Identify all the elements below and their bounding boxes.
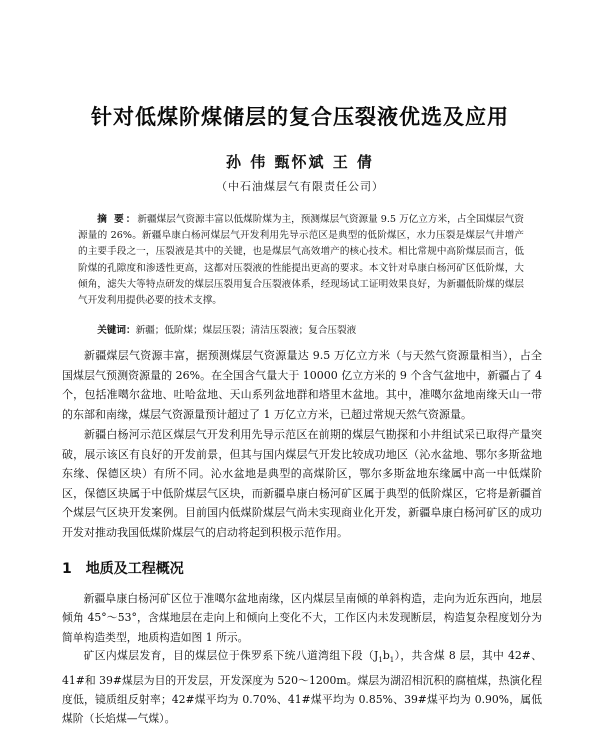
author-affiliation: （中石油煤层气有限责任公司） <box>216 180 384 193</box>
intro-paragraph-1: 新疆煤层气资源丰富，据预测煤层气资源量达 9.5 万亿立方米（与天然气资源量相当），占全国煤层气预测资源量的 26%。在全国含气量大于 10000 亿立方米的 9 个含气盆地中，新疆占了 4 个，包括准噶尔盆地、吐哈盆地、天山系列盆地群和塔里木盆地。其中，准噶尔盆地南缘天山一带的东部和南缘，煤层气资源量预计超过了 1 万亿立方米，已超过常规天然气资源量。 <box>62 349 542 421</box>
section-paragraph-1: 新疆阜康白杨河矿区位于准噶尔盆地南缘，区内煤层呈南倾的单斜构造，走向为近东西向，地层倾角 45°～53°，含煤地层在走向上和倾向上变化不大，工作区内未发现断层，构造复杂程度划分为简单构造类型，地质构造如图 1 所示。 <box>62 592 542 644</box>
section-number: 1 <box>62 561 72 577</box>
section-heading <box>62 558 184 578</box>
abstract-text: 新疆煤层气资源丰富以低煤阶煤为主，预测煤层气资源量 9.5 万亿立方米，占全国煤层气资源量的 26%。新疆阜康白杨河煤层气开发利用先导示范区是典型的低阶煤区，水力压裂是煤层气井增产的主要手段之一，压裂液是其中的关键，也是煤层气高效增产的核心技术。相比常规中高阶煤层而言，低阶煤的孔隙度和渗透性更高，这都对压裂液的性能提出更高的要求。本文针对阜康白杨河矿区低阶煤，大倾角，滤失大等特点研发的煤层压裂用复合压裂液体系，经现场试工证明效果良好，为新疆低阶煤的煤层气开发利用提供必要的技术支撑。 <box>78 214 525 307</box>
abstract-label: 摘 要： <box>97 214 138 225</box>
keywords-text: 新疆；低阶煤；煤层压裂；清洁压裂液；复合压裂液 <box>135 325 357 336</box>
section-paragraph-2-part-a: 矿区内煤层发育，目的煤层位于侏罗系下统八道湾组下段（J <box>83 649 379 662</box>
keywords-block <box>78 323 524 339</box>
abstract-block <box>78 212 524 309</box>
section-paragraph-2 <box>62 646 542 729</box>
section-title: 地质及工程概况 <box>85 561 184 577</box>
section-paragraph-2-part-b: b <box>382 649 390 662</box>
section-paragraph-2-part-c: ），共含煤 8 层，其中 42#、41#和 39#煤层为目的开发层，开发深度为 520～1200m。煤层为湖沼相沉积的腐植煤，热演化程度低，镜质组反射率；42#煤平均为 0.70%、41#煤平均为 0.85%、39#煤平均为 0.90%，属低煤阶（长焰煤—气煤）。 <box>62 649 542 726</box>
subscript-1: 1 <box>378 656 383 665</box>
paper-title: 针对低煤阶煤储层的复合压裂液优选及应用 <box>91 105 509 129</box>
keywords-label: 关键词： <box>97 325 136 336</box>
author-list: 孙 伟 甄怀斌 王 倩 <box>226 153 374 171</box>
subscript-2: 1 <box>389 656 395 665</box>
intro-paragraph-2: 新疆白杨河示范区煤层气开发利用先导示范区在前期的煤层气勘探和小井组试采已取得产量突破，展示该区有良好的开发前景，但其与国内煤层气开发比较成功地区（沁水盆地、鄂尔多斯盆地东缘、保德区块）有所不同。沁水盆地是典型的高煤阶区，鄂尔多斯盆地东缘属中高一中低煤阶区，保德区块属于中低阶煤层气区块，而新疆阜康白杨河矿区属于典型的低阶煤区，它将是新疆首个煤层气区块开发案例。目前国内低煤阶煤层气尚未实现商业化开发，新疆阜康白杨河矿区的成功开发对推动我国低煤阶煤层气的启动将起到积极示范作用。 <box>62 428 542 539</box>
